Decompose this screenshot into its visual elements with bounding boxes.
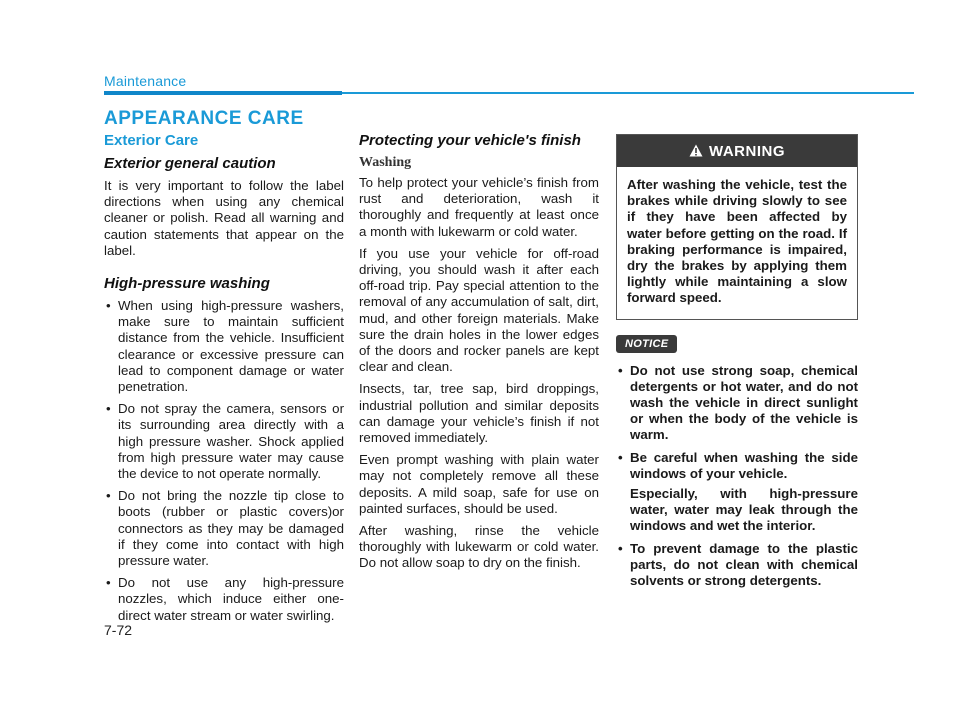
- warning-triangle-icon: [689, 144, 703, 159]
- list-item: • Do not use strong soap, chemical detergents or hot water, and do not wash the vehicle in direct sunlight or when the body of the vehicle is warm.: [616, 363, 858, 444]
- protecting-finish-heading: Protecting your vehicle's finish: [359, 132, 581, 149]
- general-caution-heading: Exterior general caution: [104, 155, 276, 172]
- list-item: • Do not bring the nozzle tip close to boots (rubber or plastic covers)or connectors as they may be damaged if they come into contact with high pressure water.: [104, 488, 344, 569]
- paragraph: Even prompt washing with plain water may not completely remove all these deposits. A mild soap, safe for use on painted surfaces, should be used.: [359, 452, 599, 516]
- column-right: [616, 132, 858, 595]
- list-item: • Do not spray the camera, sensors or its surrounding area directly with a high pressure washer. Shock applied from high pressure water may cause the device to not operate normally.: [104, 401, 344, 482]
- paragraph: To help protect your vehicle’s finish from rust and deterioration, wash it thoroughly and frequently at least once a month with lukewarm or cold water.: [359, 175, 599, 239]
- notice-continuation: Especially, with high-pressure water, water may leak through the windows and wet the interior.: [630, 486, 858, 534]
- column-left: [104, 132, 344, 630]
- header-rule-dark: [104, 91, 342, 95]
- high-pressure-heading: High-pressure washing: [104, 275, 270, 293]
- warning-header: [617, 135, 857, 167]
- header-rule-light: [342, 92, 914, 94]
- list-item: • Do not use any high-pressure nozzles, which induce either one-direct water stream or water swirling.: [104, 575, 344, 624]
- column-middle: [359, 132, 599, 578]
- paragraph: If you use your vehicle for off-road driving, you should wash it after each off-road trip. Pay special attention to the removal of any accumulation of salt, dirt, mud, and other foreign materials. Make sure the drain holes in the lower edges of the doors and rocker panels are kept clear and clean.: [359, 245, 599, 375]
- general-caution-text: It is very important to follow the label directions when using any chemical cleaner or polish. Read all warning and caution statements that appear on the label.: [104, 178, 344, 258]
- section-label: Maintenance: [104, 73, 187, 89]
- warning-box: [616, 134, 858, 320]
- list-item: • When using high-pressure washers, make sure to maintain sufficient distance from the vehicle. Insufficient clearance or excessive pressure can lead to component damage or water penetration.: [104, 298, 344, 395]
- paragraph: Insects, tar, tree sap, bird droppings, industrial pollution and similar deposits can damage your vehicle’s finish if not removed immediately.: [359, 381, 599, 446]
- warning-label: WARNING: [709, 142, 785, 160]
- list-item: • To prevent damage to the plastic parts, do not clean with chemical solvents or strong detergents.: [616, 541, 858, 590]
- warning-text: After washing the vehicle, test the brakes while driving slowly to see if they have been affected by water before getting on the road. If braking performance is impaired, dry the brakes by applying them lightly while maintaining a slow forward speed.: [627, 177, 847, 306]
- paragraph: After washing, rinse the vehicle thoroughly with lukewarm or cold water. Do not allow soap to dry on the finish.: [359, 523, 599, 571]
- notice-badge: NOTICE: [616, 335, 677, 353]
- high-pressure-list: [104, 298, 344, 624]
- notice-list: [616, 363, 858, 590]
- chapter-title: APPEARANCE CARE: [104, 108, 304, 129]
- washing-heading: Washing: [359, 155, 412, 170]
- list-item: • Be careful when washing the side windows of your vehicle. Especially, with high-pressure water, water may leak through the windows and wet the interior.: [616, 450, 858, 535]
- page-number: 7-72: [104, 622, 133, 638]
- exterior-care-heading: Exterior Care: [104, 132, 199, 149]
